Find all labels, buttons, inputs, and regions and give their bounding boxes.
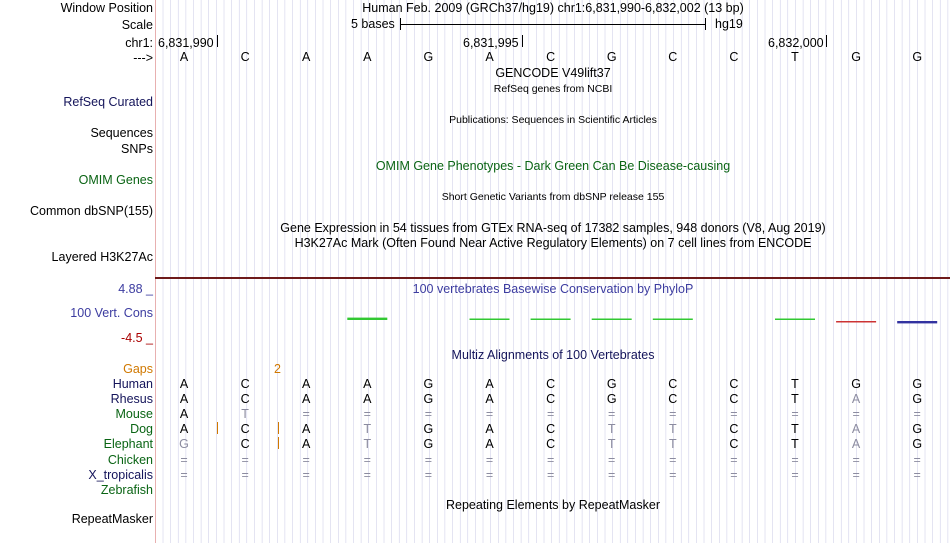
phylop-bar [775, 319, 815, 321]
aligned-base: A [363, 377, 372, 391]
coord-tick-1 [217, 35, 218, 47]
aligned-base: = [791, 452, 799, 467]
coord-2: 6,831,995 [463, 36, 519, 50]
aligned-base: A [485, 392, 494, 407]
gaps-count: 2 [274, 362, 281, 376]
label-separator [155, 0, 156, 543]
aligned-base: G [423, 437, 434, 452]
coord-tick-2 [522, 35, 523, 47]
coord-tick-3 [826, 35, 827, 47]
reference-base: C [668, 50, 678, 64]
aligned-base: G [423, 377, 434, 391]
reference-base: G [423, 50, 434, 64]
aligned-base: = [485, 467, 494, 482]
strand-label: ---> [133, 51, 153, 65]
aligned-base: A [851, 392, 861, 407]
aligned-base: = [791, 467, 799, 482]
reference-base: C [240, 50, 250, 64]
aligned-base: G [423, 392, 434, 407]
refseq-track-label[interactable]: RefSeq Curated [63, 95, 153, 109]
phylop-bar [531, 319, 571, 321]
scale-label: Scale [121, 18, 153, 32]
omim-title[interactable]: OMIM Gene Phenotypes - Dark Green Can Be Disease-causing [375, 159, 731, 173]
aligned-base: G [851, 377, 861, 391]
cons-max-label: 4.88 _ [118, 282, 153, 296]
aligned-base: = [363, 452, 371, 467]
aligned-base: G [423, 422, 434, 437]
aligned-base: = [302, 452, 310, 467]
aligned-base: = [363, 407, 371, 422]
phylop-bar [347, 318, 387, 320]
aligned-base: T [791, 437, 799, 452]
aligned-base: = [852, 467, 860, 482]
aligned-base: G [912, 377, 923, 391]
species-label[interactable]: Zebrafish [100, 482, 153, 497]
aligned-base: A [485, 377, 494, 391]
coord-1: 6,831,990 [158, 36, 214, 50]
aligned-base: = [608, 407, 616, 422]
phylop-title[interactable]: 100 vertebrates Basewise Conservation by PhyloP [412, 282, 694, 296]
window-position-label: Window Position [60, 1, 153, 15]
h3k27ac-title[interactable]: H3K27Ac Mark (Often Found Near Active Regulatory Elements) on 7 cell lines from ENCODE [294, 236, 812, 250]
aligned-base: = [485, 452, 494, 467]
aligned-base: C [729, 422, 739, 437]
aligned-base: G [912, 437, 923, 452]
aligned-base: A [851, 422, 861, 437]
aligned-base: T [363, 437, 372, 452]
publications-title[interactable]: Publications: Sequences in Scientific Articles [449, 114, 657, 126]
scale-bar [400, 18, 706, 30]
aligned-base: = [852, 452, 860, 467]
aligned-base: = [669, 407, 677, 422]
aligned-base: = [546, 407, 555, 422]
aligned-base: A [179, 422, 189, 437]
phylop-bar [836, 321, 876, 323]
aligned-base: = [546, 452, 555, 467]
reference-base: A [485, 50, 494, 64]
reference-base: G [851, 50, 861, 64]
aligned-base: = [180, 467, 188, 482]
aligned-base: G [912, 392, 923, 407]
track-divider [155, 277, 950, 279]
aligned-base: A [179, 407, 189, 422]
aligned-base: = [852, 407, 860, 422]
aligned-base: T [668, 437, 677, 452]
aligned-base: = [302, 407, 310, 422]
aligned-base: C [546, 437, 556, 452]
aligned-base: = [913, 467, 921, 482]
chrom-label: chr1: [125, 36, 153, 50]
aligned-base: = [546, 467, 555, 482]
repeatmasker-track-label[interactable]: RepeatMasker [71, 512, 153, 526]
aligned-base: = [913, 452, 921, 467]
aligned-base: G [912, 422, 923, 437]
aligned-base: C [240, 437, 250, 452]
aligned-base: G [179, 437, 189, 452]
dbsnp-title[interactable]: Short Genetic Variants from dbSNP release 155 [441, 191, 665, 203]
aligned-base: A [302, 422, 311, 437]
cons-min-label: -4.5 _ [121, 331, 153, 345]
aligned-base: C [240, 422, 250, 437]
aligned-base: C [729, 437, 739, 452]
aligned-base: T [668, 422, 677, 437]
aligned-base: C [729, 377, 739, 391]
aligned-base: T [607, 437, 616, 452]
aligned-base: C [546, 422, 556, 437]
reference-base: A [363, 50, 372, 64]
gap-mark-dog [217, 422, 218, 434]
gap-mark-elephant [278, 437, 279, 449]
aligned-base: A [302, 437, 311, 452]
aligned-base: = [180, 452, 188, 467]
species-label[interactable]: Chicken [107, 452, 153, 467]
aligned-base: C [240, 392, 250, 407]
species-label[interactable]: Human [112, 377, 153, 391]
gaps-label[interactable]: Gaps [123, 362, 153, 376]
aligned-base: T [241, 407, 249, 422]
window-position-value: Human Feb. 2009 (GRCh37/hg19) chr1:6,831,990-6,832,002 (13 bp) [362, 1, 744, 15]
snps-track-label[interactable]: SNPs [121, 142, 153, 156]
aligned-base: A [485, 422, 494, 437]
refseq-title[interactable]: RefSeq genes from NCBI [493, 83, 613, 95]
scale-assembly: hg19 [715, 17, 743, 31]
cons-track-label[interactable]: 100 Vert. Cons [70, 306, 153, 320]
aligned-base: C [546, 392, 556, 407]
gap-mark-dog-2 [278, 422, 279, 434]
aligned-base: = [424, 407, 433, 422]
gtex-title[interactable]: Gene Expression in 54 tissues from GTEx RNA-seq of 17382 samples, 948 donors (V8, Aug 2019) [280, 221, 826, 235]
species-label[interactable]: Rhesus [110, 392, 153, 407]
species-label[interactable]: Dog [130, 422, 153, 437]
phylop-bar [897, 321, 937, 323]
omim-track-label[interactable]: OMIM Genes [78, 173, 153, 187]
multiz-title[interactable]: Multiz Alignments of 100 Vertebrates [451, 348, 655, 362]
aligned-base: = [669, 452, 677, 467]
phylop-bar [653, 319, 693, 321]
scale-left-text: 5 bases [351, 17, 395, 31]
aligned-base: = [730, 467, 738, 482]
h3k27ac-track-label[interactable]: Layered H3K27Ac [51, 250, 153, 264]
aligned-base: T [363, 422, 372, 437]
aligned-base: A [363, 392, 372, 407]
aligned-base: = [730, 452, 738, 467]
gencode-title[interactable]: GENCODE V49lift37 [495, 66, 611, 80]
aligned-base: T [791, 392, 799, 407]
reference-base: G [606, 50, 617, 64]
aligned-base: C [668, 392, 678, 407]
aligned-base: = [485, 407, 494, 422]
aligned-base: = [363, 467, 371, 482]
aligned-base: A [302, 392, 311, 407]
phylop-bar [470, 319, 510, 321]
aligned-base: = [608, 452, 616, 467]
aligned-base: = [302, 467, 310, 482]
species-label[interactable]: X_tropicalis [88, 467, 153, 482]
dbsnp-track-label[interactable]: Common dbSNP(155) [30, 204, 153, 218]
aligned-base: G [606, 377, 617, 391]
aligned-base: A [485, 437, 494, 452]
aligned-base: A [179, 392, 189, 407]
reference-base: A [302, 50, 311, 64]
aligned-base: = [791, 407, 799, 422]
sequences-track-label[interactable]: Sequences [90, 126, 153, 140]
aligned-base: = [424, 452, 433, 467]
aligned-base: A [179, 377, 189, 391]
reference-base: C [546, 50, 556, 64]
aligned-base: = [241, 452, 249, 467]
species-label[interactable]: Elephant [103, 437, 153, 452]
aligned-base: C [668, 377, 678, 391]
phylop-plot [0, 300, 950, 340]
aligned-base: = [608, 467, 616, 482]
aligned-base: T [791, 422, 799, 437]
aligned-base: T [607, 422, 616, 437]
aligned-base: G [606, 392, 617, 407]
aligned-base: C [546, 377, 556, 391]
coord-3: 6,832,000 [768, 36, 824, 50]
aligned-base: A [302, 377, 311, 391]
reference-base: T [791, 50, 799, 64]
aligned-base: = [241, 467, 249, 482]
repeatmasker-title[interactable]: Repeating Elements by RepeatMasker [445, 498, 661, 512]
reference-base: G [912, 50, 923, 64]
species-label[interactable]: Mouse [115, 407, 153, 422]
aligned-base: C [240, 377, 250, 391]
reference-base: C [729, 50, 739, 64]
aligned-base: T [791, 377, 799, 391]
aligned-base: = [424, 467, 433, 482]
aligned-base: A [851, 437, 861, 452]
reference-base: A [179, 50, 189, 64]
aligned-base: = [669, 467, 677, 482]
aligned-base: = [730, 407, 738, 422]
phylop-bar [592, 319, 632, 321]
aligned-base: = [913, 407, 921, 422]
aligned-base: C [729, 392, 739, 407]
